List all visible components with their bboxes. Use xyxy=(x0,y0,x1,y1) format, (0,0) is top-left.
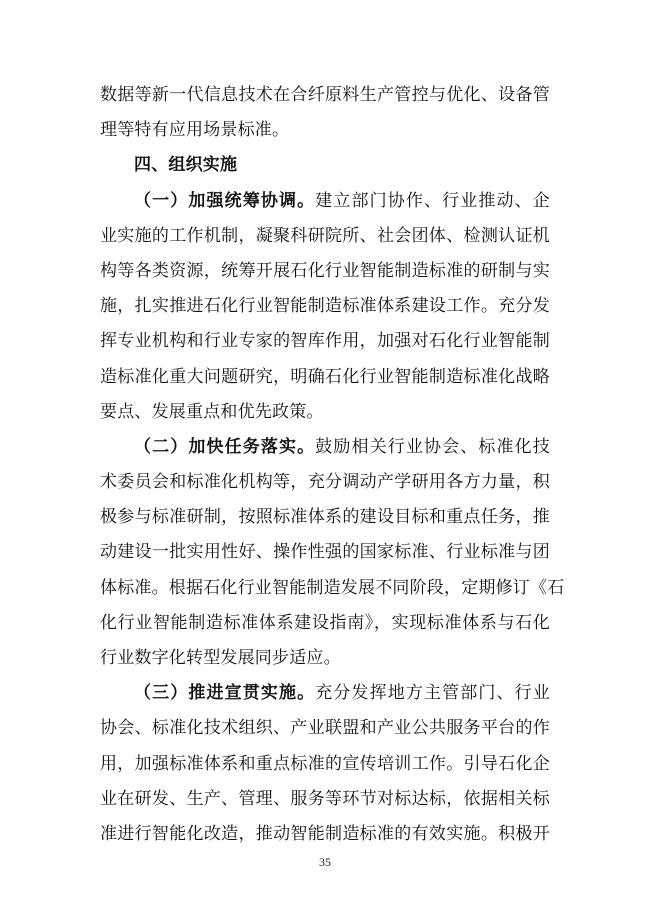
body-text xyxy=(100,78,565,852)
p1-line-1-text: 建立部门协作、行业推动、企 xyxy=(315,190,551,211)
section-heading: 四、组织实施 xyxy=(134,155,238,176)
p3-line-5: 准进行智能化改造，推动智能制造标准的有效实施。积极开 xyxy=(100,823,550,844)
p1-line-7: 要点、发展重点和优先政策。 xyxy=(100,401,324,422)
p2-line-1 xyxy=(100,430,550,465)
p3-line-3: 用，加强标准体系和重点标准的宣传培训工作。引导石化企 xyxy=(100,753,550,774)
p2-line-5: 体标准。根据石化行业智能制造发展不同阶段，定期修订《石 xyxy=(100,577,565,598)
p3-line-1 xyxy=(100,676,550,711)
p1-line-6: 造标准化重大问题研究，明确石化行业智能制造标准化战略 xyxy=(100,366,550,387)
page-number: 35 xyxy=(319,855,331,869)
p2-line-3: 极参与标准研制，按照标准体系的建设目标和重点任务，推 xyxy=(100,507,550,528)
p2-line-1-text: 鼓励相关行业协会、标准化技 xyxy=(315,436,551,457)
p3-line-4: 业在研发、生产、管理、服务等环节对标达标，依据相关标 xyxy=(100,788,550,809)
p2-title: （二）加快任务落实。 xyxy=(134,436,316,457)
p2-line-4: 动建设一批实用性好、操作性强的国家标准、行业标准与团 xyxy=(100,542,550,563)
p1-title: （一）加强统筹协调。 xyxy=(134,190,316,211)
p3-line-1-text: 充分发挥地方主管部门、行业 xyxy=(315,683,551,704)
p1-line-4: 施，扎实推进石化行业智能制造标准体系建设工作。充分发 xyxy=(100,296,550,317)
p1-line-2: 业实施的工作机制，凝聚科研院所、社会团体、检测认证机 xyxy=(100,225,550,246)
intro-line-2: 理等特有应用场景标准。 xyxy=(100,120,290,141)
p1-line-1 xyxy=(100,184,550,219)
p2-line-2: 术委员会和标准化机构等，充分调动产学研用各方力量，积 xyxy=(100,472,550,493)
p3-title: （三）推进宣贯实施。 xyxy=(134,683,316,704)
intro-line-1: 数据等新一代信息技术在合纤原料生产管控与优化、设备管 xyxy=(100,85,550,105)
p2-line-6: 化行业智能制造标准体系建设指南》，实现标准体系与石化 xyxy=(100,612,550,633)
p1-line-3: 构等各类资源，统筹开展石化行业智能制造标准的研制与实 xyxy=(100,260,550,281)
p1-line-5: 挥专业机构和行业专家的智库作用，加强对石化行业智能制 xyxy=(100,331,550,352)
p2-line-7: 行业数字化转型发展同步适应。 xyxy=(100,648,341,668)
p3-line-2: 协会、标准化技术组织、产业联盟和产业公共服务平台的作 xyxy=(100,718,550,739)
